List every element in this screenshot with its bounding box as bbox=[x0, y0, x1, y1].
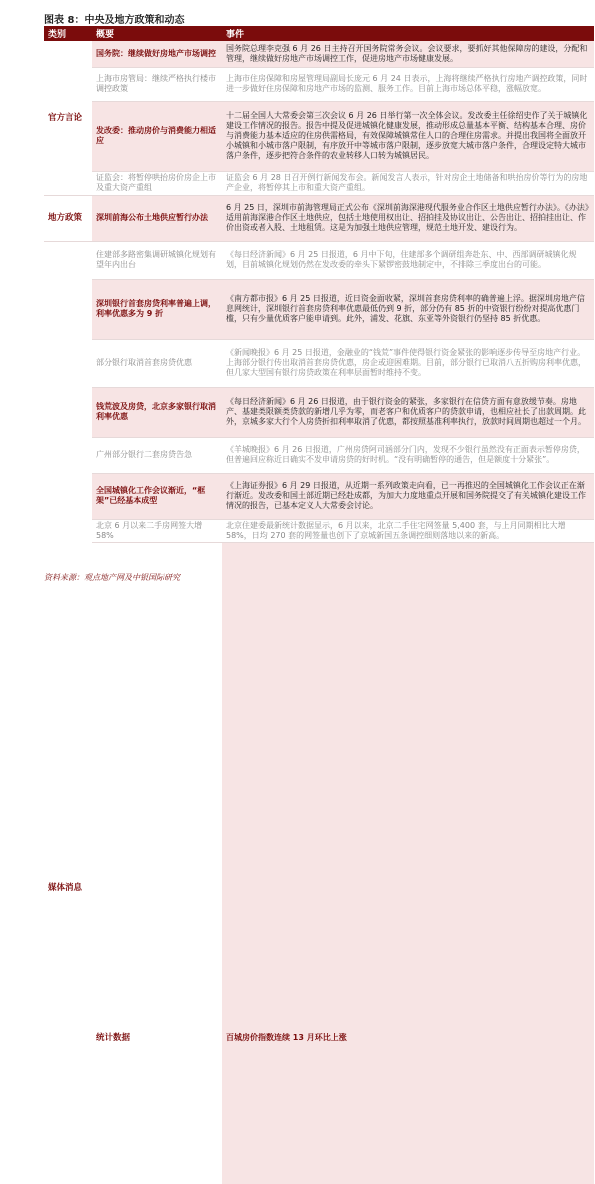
table-row bbox=[44, 279, 594, 339]
event-cell: 国务院总理李克强 6 月 26 日主持召开国务院常务会议。会议要求，要抓好其他保障房的建设，分配和管理，继续做好房地产市场调控工作，促进房地产市场健康发展。 bbox=[222, 41, 594, 67]
source-note: 资料来源：观点地产网及中银国际研究 bbox=[44, 573, 180, 582]
table-body bbox=[44, 41, 594, 1184]
event-cell: 《每日经济新闻》6 月 26 日报道，由于银行资金的紧张，多家银行在信贷方面有意放缓节奏。房地产、基建类限额类贷款的新增几乎为零，而老客户和优质客户的贷款申请，也相应社长了出款周期。此外，京城多家大行个人房贷折扣利率取消了优惠，都按照基准利率执行，放款时间周期也超过一个月。 bbox=[222, 387, 594, 437]
category-cell: 统计数据 bbox=[92, 542, 222, 1184]
summary-cell: 全国城镇化工作会议渐近，“框架”已经基本成型 bbox=[92, 473, 222, 519]
event-cell: 《南方都市报》6 月 25 日报道，近日资金面收紧，深圳首套房贷利率的确普遍上浮。据深圳房地产信息网统计，深圳银行首套房贷利率优惠最低仍到 9 折，部分仍有 85 折的中资银行纷纷对提高优惠门槛，只有少量优质客户能申请到。此外，浦发、花旗、东亚等外资银行仍坚持 85 折优惠。 bbox=[222, 279, 594, 339]
event-cell: 6 月 25 日，深圳市前海管理局正式公布《深圳前海深港现代服务业合作区土地供应暂行办法》。《办法》适用前海深港合作区土地供应，包括土地使用权出让、招拍挂及协议出让、公告出让、招拍挂出让、作价出资或者入股、土地租赁。这是为加强土地供应管理，规范土地开发、建设行为。 bbox=[222, 195, 594, 241]
summary-cell: 发改委：推动房价与消费能力相适应 bbox=[92, 101, 222, 171]
category-cell: 地方政策 bbox=[44, 195, 92, 241]
summary-cell: 百城房价指数连续 13 月环比上涨 bbox=[222, 542, 594, 1184]
event-cell: 十二届全国人大常委会第三次会议 6 月 26 日举行第一次全体会议。发改委主任徐绍史作了关于城镇化建设工作情况的报告。报告中提及促进城镇化健康发展，推动形成总量基本平衡、结构基本合理、房价与消费能力基本适应的住房供需格局，有效保障城镇常住人口的合理住房需求。并提出我国将全面放开小城镇和小城市落户限制，有序放开中等城市落户限制，逐步放宽大城市落户条件，合理设定特大城市落户条件，逐步把符合条件的农业转移人口转为城镇居民。 bbox=[222, 101, 594, 171]
header-category: 类别 bbox=[44, 26, 92, 41]
table-header-row bbox=[44, 26, 594, 41]
header-event: 事件 bbox=[222, 26, 594, 41]
table-row bbox=[44, 519, 594, 542]
table-row bbox=[44, 437, 594, 473]
table-row bbox=[44, 473, 594, 519]
event-cell: 北京住建委最新统计数据显示，6 月以来，北京二手住宅网签量 5,400 套，与上月同期相比大增 58%，日均 270 套的网签量也创下了京城新国五条调控细则落地以来的新高。 bbox=[222, 519, 594, 542]
summary-cell: 广州部分银行二套房贷告急 bbox=[92, 437, 222, 473]
event-cell: 上海市住房保障和房屋管理局副局长庞元 6 月 24 日表示，上海将继续严格执行房地产调控政策，同时进一步做好住房保障和房地产市场的监测、服务工作。目前上海市场总体平稳，涨幅放宽。 bbox=[222, 67, 594, 101]
summary-cell: 北京 6 月以来二手房网签大增 58% bbox=[92, 519, 222, 542]
event-cell: 《羊城晚报》6 月 26 日报道，广州房贷阿司涵部分门内，发现不少银行虽然没有正面表示暂停房贷，但普遍回应称近日确实不发申请房贷的好时机。“没有明确暂停的通告，但是额度十分紧张”。 bbox=[222, 437, 594, 473]
event-cell: 《上海证券报》6 月 29 日报道，从近期一系列政策走向看，已一再推迟的全国城镇化工作会议正在渐行渐近。发改委和国土部近期已经赴成都，为加大力度地重点开展和国务院提交了有关城镇化建设工作情况的报告，已基本定义人大常委会讨论。 bbox=[222, 473, 594, 519]
table-row bbox=[44, 101, 594, 171]
table-row bbox=[44, 241, 594, 279]
summary-cell: 证监会：将暂停哄抬房价房企上市及重大资产重组 bbox=[92, 171, 222, 195]
header-summary: 概要 bbox=[92, 26, 222, 41]
table-row bbox=[44, 387, 594, 437]
policy-news-table bbox=[44, 26, 594, 1184]
event-cell: 证监会 6 月 28 日召开例行新闻发布会。新闻发言人表示，针对房企土地储备和哄抬房价等行为的房地产企业，将暂停其上市和重大资产重组。 bbox=[222, 171, 594, 195]
summary-cell: 部分银行取消首套房贷优惠 bbox=[92, 339, 222, 387]
summary-cell: 上海市房管局：继续严格执行楼市调控政策 bbox=[92, 67, 222, 101]
table-row bbox=[44, 195, 594, 241]
event-cell: 《新闻晚报》6 月 25 日报道，金融业的“钱荒”事件使得银行资金紧张的影响逐步传导至房地产行业。上海部分银行传出取消首套房贷优惠，房企或迎困难期。目前，部分银行已取消八五折购房利率优惠，但几家大型国有银行房贷政策在利率层面暂时维持不变。 bbox=[222, 339, 594, 387]
summary-cell: 深圳前海公布土地供应暂行办法 bbox=[92, 195, 222, 241]
summary-cell: 住建部多路密集调研城镇化规划有望年内出台 bbox=[92, 241, 222, 279]
summary-cell: 国务院：继续做好房地产市场调控 bbox=[92, 41, 222, 67]
table-row bbox=[44, 171, 594, 195]
category-cell: 官方言论 bbox=[44, 41, 92, 195]
table-row bbox=[44, 41, 594, 67]
category-cell: 媒体消息 bbox=[44, 241, 92, 1184]
summary-cell: 钱荒波及房贷，北京多家银行取消利率优惠 bbox=[92, 387, 222, 437]
summary-cell: 深圳银行首套房贷利率普遍上调，利率优惠多为 9 折 bbox=[92, 279, 222, 339]
figure-caption: 图表 8：中央及地方政策和动态 bbox=[44, 15, 185, 26]
table-row bbox=[44, 542, 594, 1184]
table-row bbox=[44, 67, 594, 101]
event-cell: 《每日经济新闻》6 月 25 日报道，6 月中下旬，住建部多个调研组奔赴东、中、西部调研城镇化规划，目前城镇化规划仍然在发改委的牵头下紧锣密鼓地制定中，不排除三季度出台的可能。 bbox=[222, 241, 594, 279]
table-row bbox=[44, 339, 594, 387]
